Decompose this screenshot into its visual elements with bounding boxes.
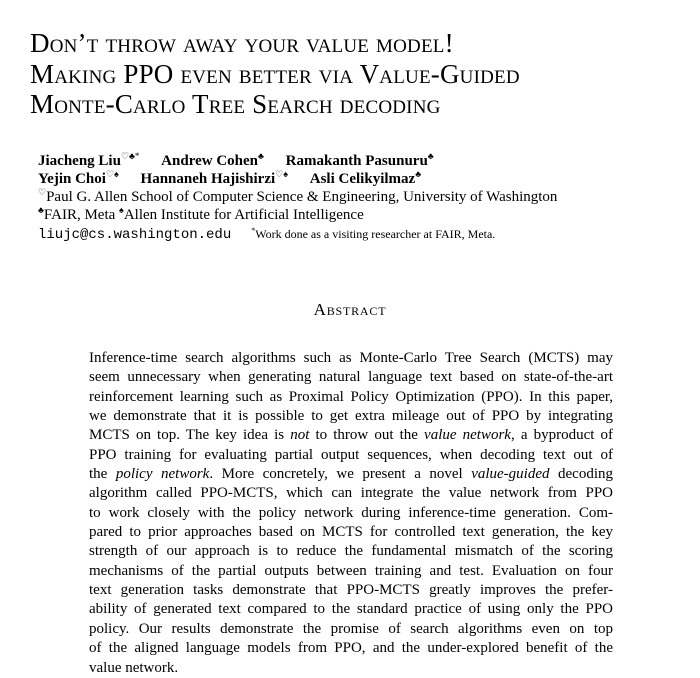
footnote-text: Work done as a visiting researcher at FAIR, Meta. — [255, 227, 496, 241]
author-name: Yejin Choi — [38, 171, 106, 187]
author — [38, 170, 119, 188]
author — [310, 170, 421, 188]
emphasis: value-guided — [471, 466, 550, 483]
abstract-text: value network. — [89, 659, 179, 676]
author-marks: ♡♣* — [120, 151, 140, 161]
author-marks: ♡♠ — [105, 169, 119, 179]
abstract-line — [89, 523, 613, 542]
contact-line — [38, 224, 557, 245]
author — [161, 152, 264, 170]
abstract-body — [89, 349, 613, 678]
affiliation-text: Allen Institute for Artificial Intelligence — [123, 207, 364, 223]
affiliation-meta-ai2 — [38, 206, 557, 224]
author-row — [38, 170, 557, 188]
abstract-line — [89, 388, 613, 407]
abstract-line — [89, 484, 613, 503]
abstract-line — [89, 446, 613, 465]
abstract-text: policy. Our results demonstrate the promise of search algorithms even on top — [89, 620, 613, 637]
abstract-text: MCTS on top. The key idea is — [89, 427, 291, 444]
affiliation-uw — [38, 188, 557, 206]
author-marks: ♣ — [427, 151, 434, 161]
abstract-text: the — [89, 466, 116, 483]
abstract-line — [89, 620, 613, 639]
abstract-line — [89, 504, 613, 523]
abstract-text: . More concretely, we present a novel — [209, 466, 472, 483]
abstract-text: ability of generated text compared to the standard practice of using only the PPO — [89, 601, 613, 618]
abstract-text: to throw out the — [309, 427, 425, 444]
author-name: Andrew Cohen — [161, 153, 258, 169]
affiliation-text: FAIR, Meta — [43, 207, 120, 223]
author-marks: ♡♠ — [275, 169, 289, 179]
author-name: Asli Celikyilmaz — [309, 171, 416, 187]
author-marks: ♣ — [258, 151, 264, 161]
title-line: Don’t throw away your value model! — [30, 28, 454, 58]
abstract-text: reinforcement learning such as Proximal Policy Optimization (PPO). In this paper, — [89, 388, 613, 405]
affiliation-text: Paul G. Allen School of Computer Science & Engineering, University of Washington — [46, 189, 558, 205]
emphasis: not — [290, 427, 310, 444]
author-row — [38, 152, 557, 170]
abstract-line — [89, 426, 613, 445]
author — [141, 170, 288, 188]
abstract-line — [89, 407, 613, 426]
affiliation-mark: ♣ — [38, 205, 44, 215]
abstract-text: algorithm called PPO-MCTS, which can integrate the value network from PPO — [89, 485, 613, 502]
author-block — [38, 152, 557, 245]
footnote-mark: * — [251, 226, 256, 235]
title-line: Making PPO even better via Value-Guided — [30, 58, 520, 89]
abstract-text: mechanisms of the partial outputs between training and test. Evaluation on four — [89, 562, 613, 579]
author-marks: ♣ — [415, 169, 422, 179]
abstract-text: we demonstrate that it is possible to get extra mileage out of PPO by integrating — [89, 408, 613, 425]
abstract-text: , a byproduct of — [510, 427, 614, 444]
affiliation-mark: ♡ — [38, 187, 47, 197]
abstract-text: decoding — [549, 466, 614, 483]
abstract-text: pared to prior approaches based on MCTS for controlled text generation, the key — [89, 524, 613, 541]
abstract-heading: Abstract — [313, 300, 387, 319]
abstract-text: text generation tasks demonstrate that PPO-MCTS greatly improves the prefer- — [89, 582, 613, 599]
affiliation-mark: ♠ — [119, 205, 124, 215]
author-name: Ramakanth Pasunuru — [285, 153, 428, 169]
abstract-line — [89, 562, 613, 581]
abstract-line — [89, 600, 613, 619]
abstract-text: of the aligned language models from PPO, and the under-explored benefit of the — [89, 640, 613, 657]
abstract-line — [89, 349, 613, 368]
abstract-text: to work closely with the policy network during inference-time generation. Com- — [89, 504, 613, 521]
abstract-line — [89, 542, 613, 561]
abstract-text: PPO training for evaluating partial output sequences, when decoding text out of — [89, 446, 613, 463]
footnote — [251, 227, 495, 241]
emphasis: policy network — [115, 466, 210, 483]
paper-title — [30, 28, 520, 120]
abstract-text: seem unnecessary when generating natural language text based on state-of-the-art — [89, 369, 613, 386]
title-line: Monte-Carlo Tree Search decoding — [30, 89, 441, 119]
abstract-text: strength of our approach is to reduce the fundamental mismatch of the scoring — [89, 543, 613, 560]
author — [286, 152, 434, 170]
abstract-line — [89, 368, 613, 387]
author-name: Jiacheng Liu — [38, 153, 121, 169]
email-address[interactable]: liujc@cs.washington.edu — [38, 227, 232, 243]
author-name: Hannaneh Hajishirzi — [140, 171, 276, 187]
author — [38, 152, 139, 170]
abstract-line — [89, 465, 613, 484]
abstract-text: Inference-time search algorithms such as Monte-Carlo Tree Search (MCTS) may — [89, 350, 613, 366]
abstract-line — [89, 581, 613, 600]
emphasis: value network — [424, 427, 511, 444]
abstract-line — [89, 639, 613, 658]
